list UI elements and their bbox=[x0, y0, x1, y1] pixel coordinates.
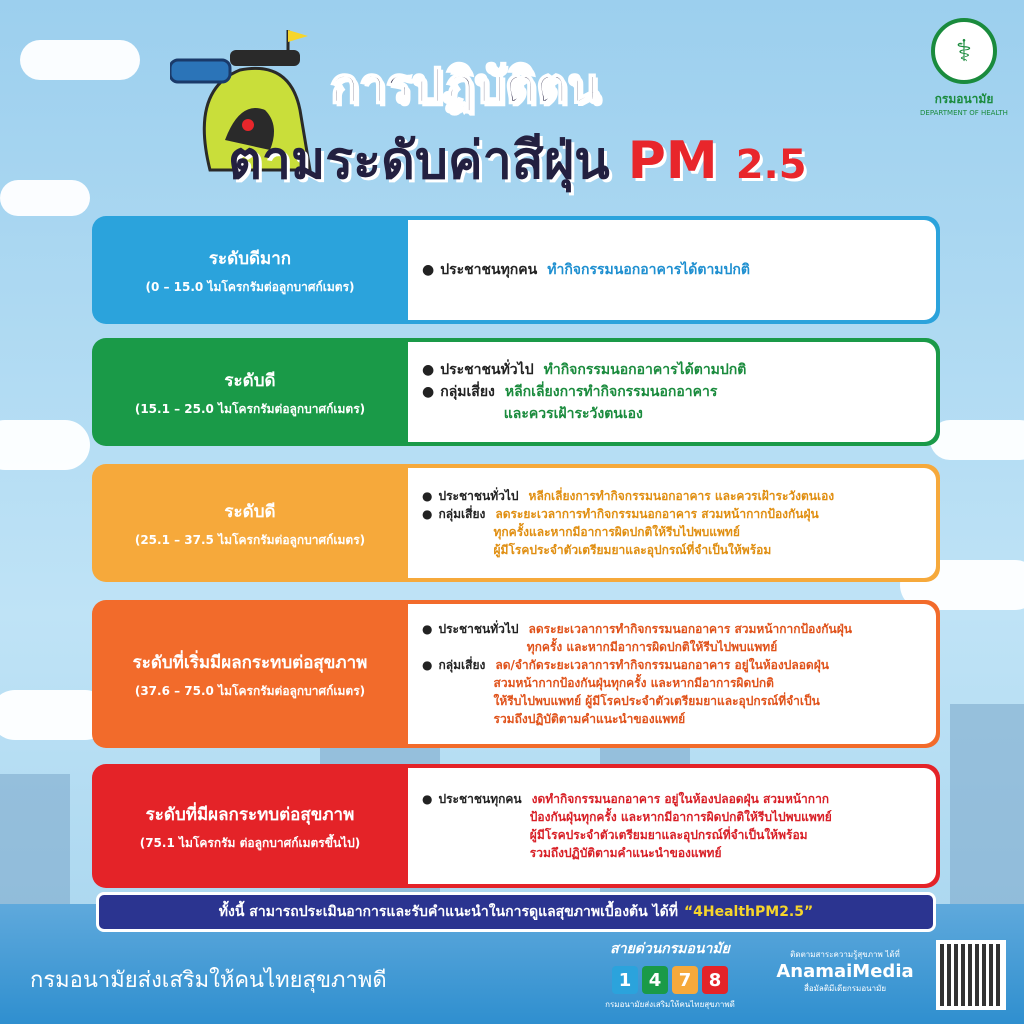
cloud bbox=[930, 420, 1024, 460]
banner-highlight: “4HealthPM2.5” bbox=[683, 904, 814, 920]
level-name: ระดับดีมาก bbox=[208, 248, 292, 269]
hotline-digit: 8 bbox=[702, 966, 728, 994]
ministry-logo bbox=[918, 18, 1010, 117]
advice-group: ประชาชนทุกคน bbox=[438, 792, 522, 806]
level-name: ระดับดี bbox=[224, 370, 276, 391]
title-text: ตามระดับค่าสีฝุ่น bbox=[228, 131, 610, 191]
level-label bbox=[92, 600, 408, 748]
logo-name-en: DEPARTMENT OF HEALTH bbox=[920, 109, 1008, 117]
hotline-title: สายด่วนกรมอนามัย bbox=[610, 941, 730, 957]
media-top: ติดตามสาระความรู้สุขภาพ ได้ที่ bbox=[790, 950, 900, 959]
advice-line bbox=[422, 259, 922, 281]
info-banner bbox=[96, 892, 936, 932]
advice-text: ลดระยะเวลาการทำกิจกรรมนอกอาคาร สวมหน้ากากป้องกันฝุ่น bbox=[528, 622, 852, 636]
advice-text: ลดระยะเวลาการทำกิจกรรมนอกอาคาร สวมหน้ากากป้องกันฝุ่น bbox=[495, 507, 819, 521]
advice-line bbox=[422, 710, 922, 728]
advice-line bbox=[422, 505, 922, 523]
level-range: (15.1 – 25.0 ไมโครกรัมต่อลูกบาศก์เมตร) bbox=[134, 401, 366, 416]
advice-line bbox=[422, 487, 922, 505]
level-row bbox=[92, 216, 940, 324]
advice-line bbox=[422, 541, 922, 559]
logo-name-th: กรมอนามัย bbox=[934, 92, 994, 106]
level-range: (25.1 – 37.5 ไมโครกรัมต่อลูกบาศก์เมตร) bbox=[134, 532, 366, 547]
level-advice bbox=[408, 768, 936, 884]
title-line1: การปฏิบัติตน bbox=[330, 58, 601, 114]
hotline-sub: กรมอนามัยส่งเสริมให้คนไทยสุขภาพดี bbox=[605, 1000, 735, 1009]
advice-text: สวมหน้ากากป้องกันฝุ่นทุกครั้ง และหากมีอาการผิดปกติ bbox=[493, 676, 774, 690]
media-brand bbox=[770, 948, 920, 995]
advice-line bbox=[422, 692, 922, 710]
hotline-digit: 4 bbox=[642, 966, 668, 994]
advice-text: รวมถึงปฏิบัติตามคำแนะนำของแพทย์ bbox=[529, 846, 722, 860]
advice-text: ทำกิจกรรมนอกอาคารได้ตามปกติ bbox=[543, 362, 747, 378]
advice-text: ให้รีบไปพบแพทย์ ผู้มีโรคประจำตัวเตรียมยาและอุปกรณ์ที่จำเป็น bbox=[493, 694, 820, 708]
advice-text: งดทำกิจกรรมนอกอาคาร อยู่ในห้องปลอดฝุ่น สวมหน้ากาก bbox=[531, 792, 830, 806]
level-advice bbox=[408, 468, 936, 578]
advice-text: และควรเฝ้าระวังตนเอง bbox=[503, 406, 643, 422]
advice-text: ทุกครั้งและหากมีอาการผิดปกติให้รีบไปพบแพทย์ bbox=[493, 525, 740, 539]
bullet-icon: ● bbox=[422, 262, 435, 278]
bullet-icon: ● bbox=[422, 362, 435, 378]
advice-text: ผู้มีโรคประจำตัวเตรียมยาและอุปกรณ์ที่จำเป็นให้พร้อม bbox=[493, 543, 772, 557]
advice-group: ประชาชนทุกคน bbox=[440, 262, 538, 278]
ministry-seal-icon: ⚕ bbox=[931, 18, 997, 84]
advice-line bbox=[422, 844, 922, 862]
level-advice bbox=[408, 342, 936, 442]
media-name: AnamaiMedia bbox=[776, 961, 914, 982]
level-name: ระดับที่มีผลกระทบต่อสุขภาพ bbox=[145, 804, 355, 825]
advice-line bbox=[422, 359, 922, 381]
level-advice bbox=[408, 604, 936, 744]
hotline-digit: 7 bbox=[672, 966, 698, 994]
advice-text: ผู้มีโรคประจำตัวเตรียมยาและอุปกรณ์ที่จำเป็นให้พร้อม bbox=[529, 828, 808, 842]
advice-line bbox=[422, 826, 922, 844]
advice-line bbox=[422, 523, 922, 541]
advice-text: ป้องกันฝุ่นทุกครั้ง และหากมีอาการผิดปกติให้รีบไปพบแพทย์ bbox=[529, 810, 832, 824]
advice-line bbox=[422, 656, 922, 674]
level-range: (0 – 15.0 ไมโครกรัมต่อลูกบาศก์เมตร) bbox=[145, 279, 355, 294]
title-pm: PM bbox=[627, 131, 718, 191]
level-row bbox=[92, 600, 940, 748]
bullet-icon: ● bbox=[422, 658, 433, 672]
title-pm-number: 2.5 bbox=[735, 142, 807, 188]
advice-group: ประชาชนทั่วไป bbox=[438, 489, 519, 503]
qr-code[interactable] bbox=[936, 940, 1006, 1010]
level-row bbox=[92, 464, 940, 582]
advice-text: ทำกิจกรรมนอกอาคารได้ตามปกติ bbox=[547, 262, 750, 278]
banner-text: ทั้งนี้ สามารถประเมินอาการและรับคำแนะนำในการดูแลสุขภาพเบื้องต้น ได้ที่ bbox=[218, 904, 678, 920]
advice-group: ประชาชนทั่วไป bbox=[440, 362, 534, 378]
advice-text: หลีกเลี่ยงการทำกิจกรรมนอกอาคาร และควรเฝ้าระวังตนเอง bbox=[528, 489, 835, 503]
advice-text: หลีกเลี่ยงการทำกิจกรรมนอกอาคาร bbox=[504, 384, 718, 400]
level-name: ระดับที่เริ่มมีผลกระทบต่อสุขภาพ bbox=[132, 652, 368, 673]
bullet-icon: ● bbox=[422, 792, 433, 806]
level-range: (37.6 – 75.0 ไมโครกรัมต่อลูกบาศก์เมตร) bbox=[134, 683, 366, 698]
level-row bbox=[92, 338, 940, 446]
level-label bbox=[92, 216, 408, 324]
cloud bbox=[20, 40, 140, 80]
bullet-icon: ● bbox=[422, 622, 433, 636]
level-row bbox=[92, 764, 940, 888]
cloud bbox=[0, 180, 90, 216]
bullet-icon: ● bbox=[422, 489, 433, 503]
advice-text: ลด/จำกัดระยะเวลาการทำกิจกรรมนอกอาคาร อยู่ในห้องปลอดฝุ่น bbox=[495, 658, 829, 672]
advice-group: ประชาชนทั่วไป bbox=[438, 622, 519, 636]
advice-group: กลุ่มเสี่ยง bbox=[438, 658, 486, 672]
media-sub: สื่อมัลติมีเดียกรมอนามัย bbox=[803, 984, 887, 993]
cloud bbox=[0, 420, 90, 470]
hotline bbox=[590, 938, 750, 1011]
level-advice bbox=[408, 220, 936, 320]
bullet-icon: ● bbox=[422, 384, 435, 400]
advice-line bbox=[422, 381, 922, 403]
hotline-digits bbox=[590, 966, 750, 994]
hotline-digit: 1 bbox=[612, 966, 638, 994]
level-label bbox=[92, 338, 408, 446]
advice-group: กลุ่มเสี่ยง bbox=[440, 384, 495, 400]
level-name: ระดับดี bbox=[224, 501, 276, 522]
level-label bbox=[92, 464, 408, 582]
advice-line bbox=[422, 808, 922, 826]
advice-group: กลุ่มเสี่ยง bbox=[438, 507, 486, 521]
advice-line bbox=[422, 620, 922, 638]
title-line2 bbox=[228, 118, 807, 201]
advice-line bbox=[422, 790, 922, 808]
advice-text: รวมถึงปฏิบัติตามคำแนะนำของแพทย์ bbox=[493, 712, 686, 726]
level-range: (75.1 ไมโครกรัม ต่อลูกบาศก์เมตรขึ้นไป) bbox=[139, 835, 361, 850]
footer-slogan: กรมอนามัยส่งเสริมให้คนไทยสุขภาพดี bbox=[30, 968, 387, 993]
level-label bbox=[92, 764, 408, 888]
bullet-icon: ● bbox=[422, 507, 433, 521]
advice-line bbox=[422, 674, 922, 692]
advice-line bbox=[422, 638, 922, 656]
advice-line bbox=[422, 403, 922, 425]
advice-text: ทุกครั้ง และหากมีอาการผิดปกติให้รีบไปพบแพทย์ bbox=[526, 640, 778, 654]
